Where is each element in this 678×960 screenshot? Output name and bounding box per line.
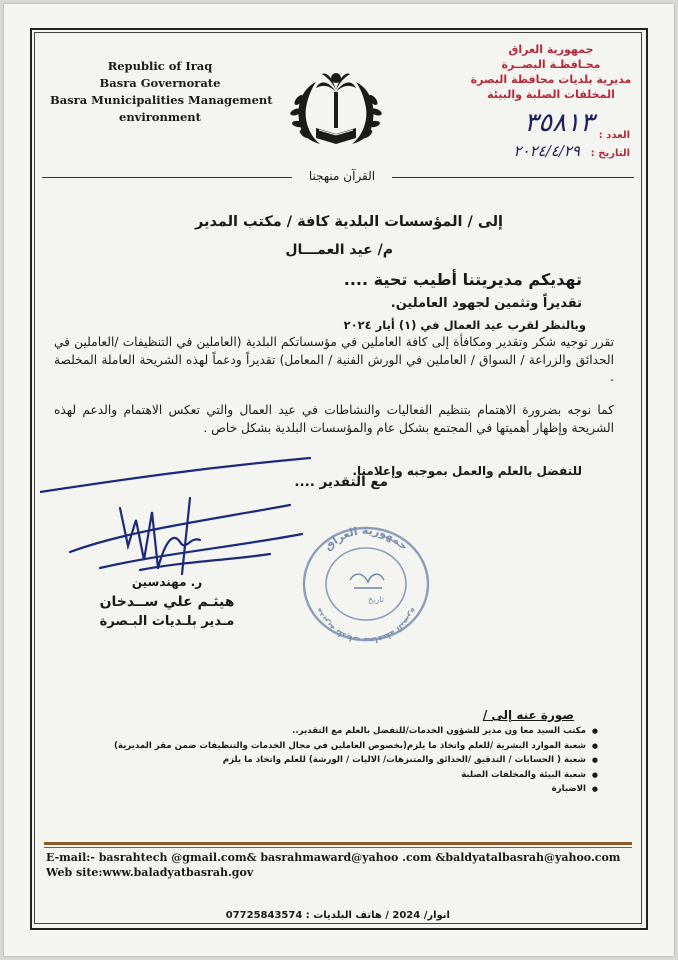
occasion-line: وبالنظر لقرب عيد العمال في (١) أيار ٢٠٢٤: [343, 318, 586, 332]
cc-item: ● شعبة الموارد البشرية /للعلم واتخاذ ما يلزم(بخصوص العاملين في مجال الخدمات والتنظيفات ضمن مقر المديرية): [26, 739, 586, 754]
header-directorate: Basra Municipalities Management: [50, 93, 273, 107]
header-directorate-ar: مديرية بلديات محافظة البصرة: [470, 73, 632, 86]
date-value: ٢٠٢٤/٤/٢٩: [513, 142, 580, 160]
body-paragraph-1: تقرر توجيه شكر وتقدير ومكافأة إلى كافة العاملين في مؤسساتكم البلدية (العاملين في التنظيفات /العاملين في الحدائق والزراعة / السواق / العاملين في الورش الفنية / المعامل) تقديراً ودعماً لهذه الشريحة العاملة المخلصة .: [54, 335, 614, 384]
official-seal: [298, 522, 434, 646]
english-header: [50, 58, 273, 126]
header-country: Republic of Iraq: [107, 59, 213, 73]
footer-website: Web site:www.baladyatbasrah.gov: [46, 866, 254, 879]
footer-contact: انوار/ 2024 / هاتف البلديات : 07725843574: [225, 910, 450, 921]
regards-line: مع التقدير ....: [294, 474, 388, 490]
cc-item: ● شعبة ( الحسابات / التدقيق /الحدائق والمتنزهات/ الاليات / الورشة) للعلم واتخاذ ما يلزم: [26, 753, 586, 768]
subject-line: م/ عيد العمـــال: [285, 242, 393, 258]
motto-rule-right: [392, 177, 634, 178]
number-value: ٣٥٨١٣: [524, 108, 594, 138]
signer-title: ر. مهندسين: [131, 575, 203, 589]
greeting: تهديكم مديريتنا أطيب تحية ....: [343, 270, 582, 289]
footer-rule-thin: [44, 847, 632, 848]
number-label: العدد :: [598, 130, 630, 141]
motto: القرآن منهجنا: [308, 169, 376, 183]
body-paragraph-2: كما نوجه بضرورة الاهتمام بتنظيم الفعاليات والنشاطات في عيد العمال والتي تعكس الاهتمام والدعم لهذه الشريحة وإظهار أهميتها في المجتمع بشكل عام والمؤسسات البلدية بشكل خاص .: [54, 403, 614, 435]
header-country-ar: جمهورية العراق: [508, 43, 594, 56]
signer-block: [92, 572, 242, 632]
cc-item: ● شعبة البيئة والمخلفات الصلبة: [26, 768, 586, 783]
cc-heading: صورة عنه إلى /: [482, 708, 574, 722]
seal-date-text: تاريخ: [368, 595, 384, 604]
thanks-line: تقديراً وتثمين لجهود العاملين.: [390, 296, 582, 311]
footer-rule: [44, 842, 632, 845]
signer-position: مـدير بلـديات البـصرة: [99, 614, 235, 629]
cc-item: ● الاضبارة: [26, 782, 586, 797]
header-department: environment: [119, 110, 201, 124]
header-department-ar: المخلفات الصلبة والبيئة: [487, 88, 615, 101]
reference-block: [450, 108, 630, 172]
date-label: التاريخ :: [590, 148, 630, 159]
seal-inner-text: مديرية بلديات محافظة البصرة: [313, 606, 419, 645]
svg-text:مديرية بلديات محافظة البصرة: [314, 606, 419, 645]
basra-municipality-logo: [286, 66, 386, 148]
signer-name: هيثـم علي ســدخان: [99, 594, 235, 610]
arabic-header: [466, 42, 636, 102]
motto-rule-left: [42, 177, 292, 178]
header-governorate-ar: محـافظـة البصــرة: [501, 58, 601, 71]
cc-item: ● مكتب السيد معا ون مدير للشؤون الخدمات/للتفضل بالعلم مع التقدير..: [26, 724, 586, 739]
header-governorate: Basra Governorate: [99, 76, 221, 90]
footer-email: E-mail:- basrahtech @gmail.com& basrahmaward@yahoo .com &baldyatalbasrah@yahoo.com: [46, 851, 621, 864]
seal-outer-text: جمهورية العراق: [321, 523, 411, 554]
recipient-line: إلى / المؤسسات البلدية كافة / مكتب المدير: [195, 214, 503, 230]
closing-line: للتفضل بالعلم والعمل بموجبه وإعلامنا.: [352, 464, 582, 478]
cc-list: [26, 724, 600, 797]
